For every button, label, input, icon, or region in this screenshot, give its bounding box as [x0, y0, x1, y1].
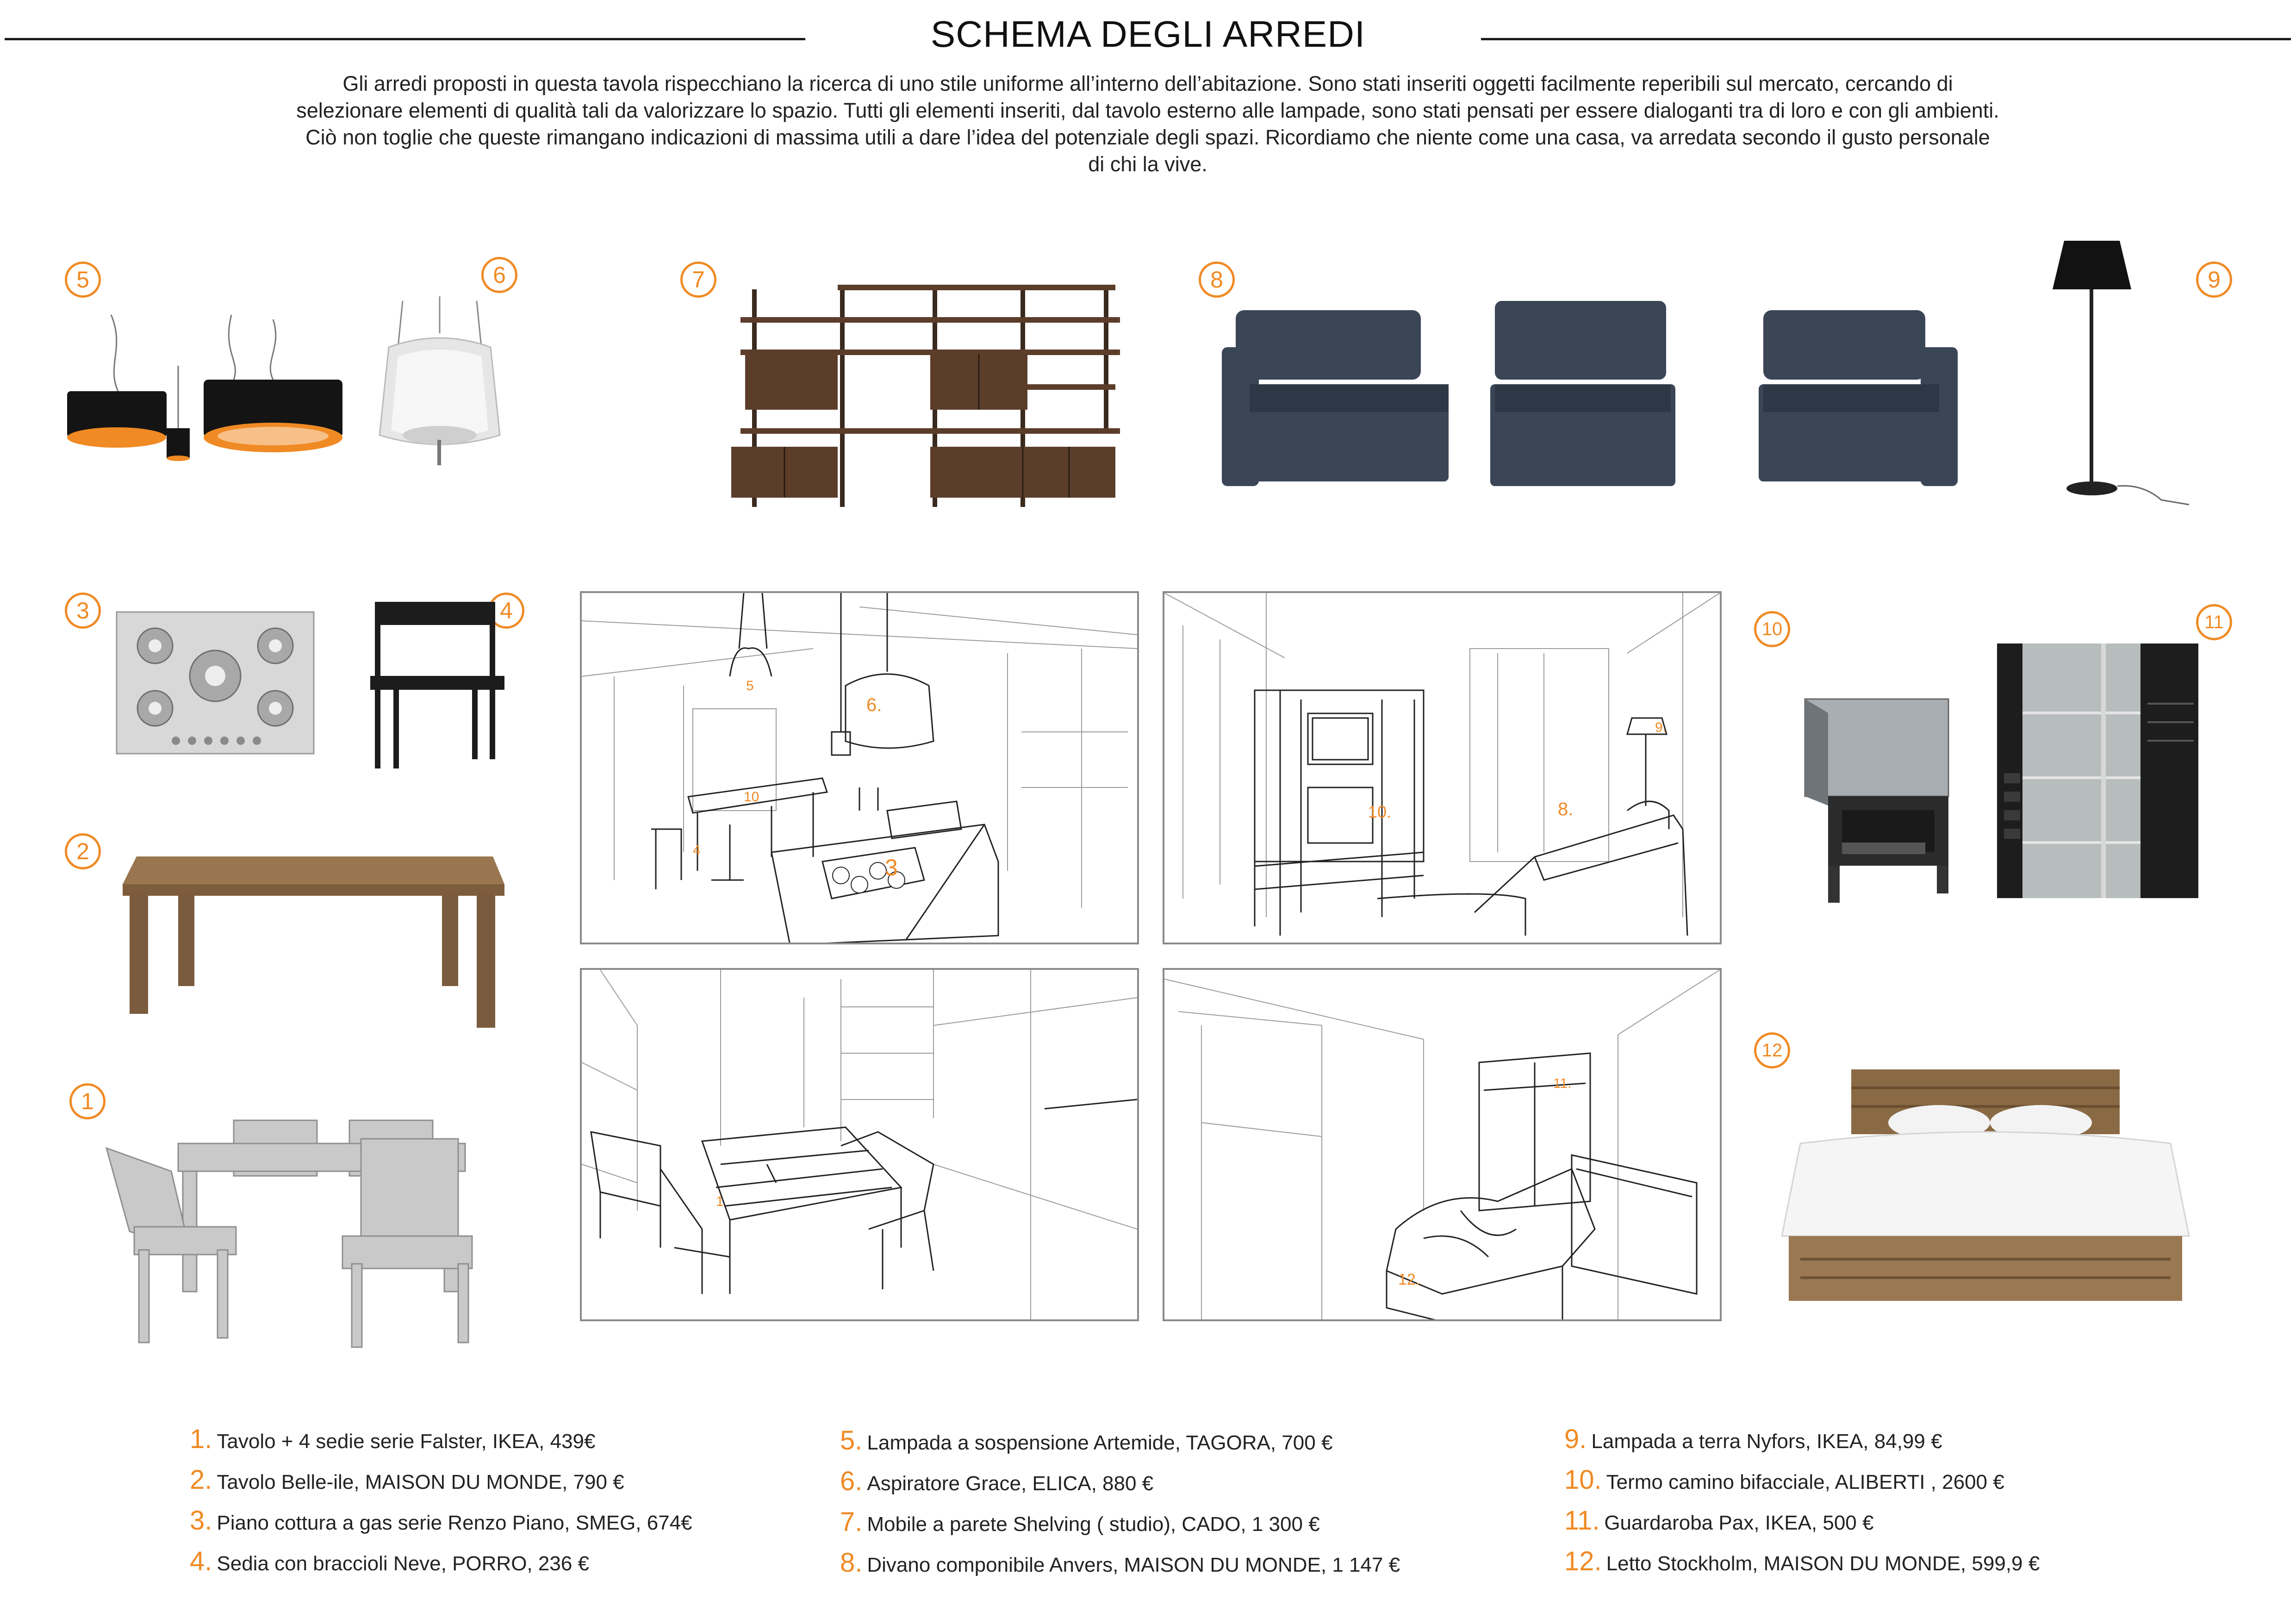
- legend-item: 1. Tavolo + 4 sedie serie Falster, IKEA, 439€: [190, 1424, 596, 1454]
- chair-image: [366, 597, 514, 773]
- badge-11: 11: [2196, 604, 2232, 640]
- legend-item: 9. Lampada a terra Nyfors, IKEA, 84,99 €: [1564, 1424, 1942, 1454]
- badge-1: 1: [69, 1083, 106, 1119]
- badge-3: 3: [65, 593, 101, 629]
- panel-label-10: 10.: [1368, 802, 1392, 821]
- intro-paragraph: [185, 70, 2110, 178]
- gas-cooktop-image: [116, 611, 315, 755]
- sofa-modules-image: [1217, 296, 1962, 495]
- fireplace-image: [1796, 690, 1958, 907]
- badge-10: 10: [1754, 611, 1790, 647]
- legend-item: 4. Sedia con braccioli Neve, PORRO, 236 €: [190, 1546, 589, 1576]
- panel-label-8: 8.: [1558, 799, 1574, 819]
- legend-item: 8. Divano componibile Anvers, MAISON DU MONDE, 1 147 €: [840, 1548, 1400, 1578]
- legend-item: 10. Termo camino bifacciale, ALIBERTI , 2600 €: [1564, 1465, 2004, 1495]
- legend-item: 12. Letto Stockholm, MAISON DU MONDE, 599,9 €: [1564, 1546, 2040, 1576]
- intro-line: selezionare elementi di qualità tali da valorizzare lo spazio. Tutti gli elementi inseriti, dal tavolo esterno alle lampade, sono stati pensati per essere dialoganti tra di loro e con gli ambienti.: [296, 99, 1999, 122]
- page-title: SCHEMA DEGLI ARREDI: [930, 13, 1366, 55]
- floor-lamp-image: [2050, 231, 2203, 509]
- intro-line: Ciò non toglie che queste rimangano indicazioni di massima utili a dare l’idea del potenziale degli spazi. Ricordiamo che niente come una casa, va arredata secondo il gusto personale: [305, 125, 1990, 149]
- badge-9: 9: [2196, 262, 2232, 298]
- panel-label-1: 1: [716, 1194, 724, 1209]
- legend-column-2: [840, 1420, 1400, 1583]
- wall-shelving-image: [727, 280, 1125, 512]
- hood-image: [370, 296, 509, 472]
- legend-item: 11. Guardaroba Pax, IKEA, 500 €: [1564, 1505, 1874, 1536]
- intro-line: Gli arredi proposti in questa tavola rispecchiano la ricerca di uno stile uniforme all’interno dell’abitazione. Sono stati inseriti oggetti facilmente reperibili sul mercato, cercando di: [342, 72, 1953, 95]
- legend-column-1: [190, 1419, 692, 1582]
- pendant-lamps-image: [56, 310, 370, 477]
- badge-2: 2: [65, 833, 101, 869]
- panel-label-11: 11.: [1553, 1076, 1572, 1091]
- panel-label-9: 9.: [1655, 720, 1667, 735]
- badge-12: 12: [1754, 1032, 1790, 1068]
- bed-image: [1773, 1065, 2198, 1315]
- badge-6: 6: [481, 257, 517, 293]
- render-bedroom: [1163, 968, 1722, 1321]
- legend-column-3: [1564, 1419, 2040, 1582]
- outdoor-table-chairs-image: [102, 1111, 518, 1352]
- badge-7: 7: [680, 262, 716, 298]
- wardrobe-image: [1995, 634, 2203, 903]
- wooden-table-image: [118, 847, 507, 1032]
- panel-label-5: 5: [746, 678, 754, 693]
- render-kitchen: [580, 591, 1139, 944]
- panel-label-3: 3: [885, 855, 898, 881]
- legend-item: 7. Mobile a parete Shelving ( studio), CADO, 1 300 €: [840, 1507, 1320, 1537]
- legend-item: 2. Tavolo Belle-ile, MAISON DU MONDE, 790 €: [190, 1465, 624, 1495]
- panel-label-10: 10: [744, 789, 759, 805]
- legend-item: 6. Aspiratore Grace, ELICA, 880 €: [840, 1466, 1154, 1496]
- intro-line: di chi la vive.: [1088, 152, 1207, 176]
- render-living: [1163, 591, 1722, 944]
- legend-item: 3. Piano cottura a gas serie Renzo Piano, SMEG, 674€: [190, 1505, 692, 1536]
- legend-item: 5. Lampada a sospensione Artemide, TAGORA, 700 €: [840, 1425, 1333, 1455]
- render-outdoor: [580, 968, 1139, 1321]
- panel-label-6: 6.: [866, 695, 882, 715]
- panel-label-4: 4: [693, 843, 701, 858]
- panel-label-12: 12.: [1398, 1271, 1420, 1288]
- badge-5: 5: [65, 262, 101, 298]
- badge-8: 8: [1199, 262, 1235, 298]
- badge-4: 4: [488, 593, 524, 629]
